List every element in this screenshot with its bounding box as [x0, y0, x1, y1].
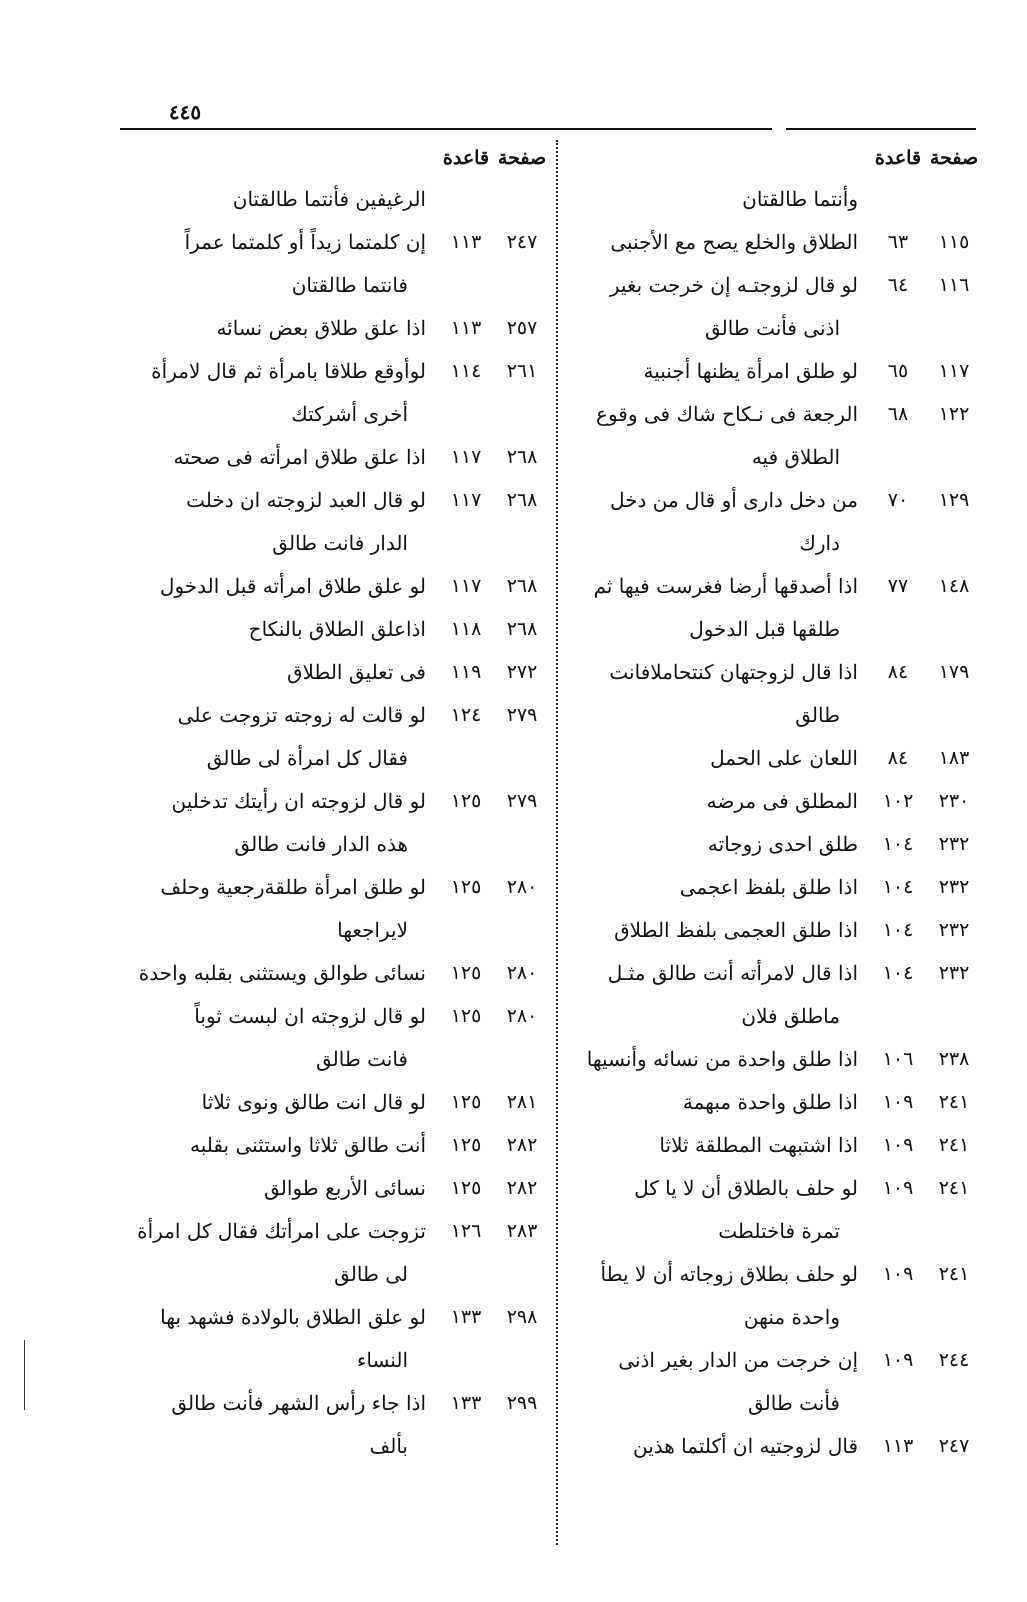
rule-header: قاعدة: [874, 147, 922, 169]
entry-line: المطلق فى مرضه: [706, 789, 858, 813]
entry-line: الطلاق والخلع يصح مع الأجنبى: [610, 230, 858, 254]
entry-rule-number: ١٠٤: [882, 833, 914, 855]
index-column-left: [120, 138, 550, 1468]
entry-text: [120, 565, 438, 608]
entry-line: لو علق طلاق امرأته قبل الدخول: [159, 574, 426, 598]
index-entry: [120, 608, 550, 651]
column-header: [120, 138, 550, 178]
entry-page-number: ٢٤١: [938, 1091, 970, 1113]
index-entry: [562, 221, 982, 264]
entry-text: [562, 737, 870, 780]
entry-continuation-line: أخرى أشركتك: [291, 402, 408, 426]
entry-line: لوأوقع طلاقا بامرأة ثم قال لامرأة: [151, 359, 426, 383]
entry-page-number: ٢٤١: [938, 1263, 970, 1285]
entry-continuation-line: لايراجعها: [337, 918, 408, 942]
entry-line: اذا علق طلاق امرأته فى صحته: [173, 445, 426, 469]
entry-line: من دخل دارى أو قال من دخل: [609, 488, 858, 512]
entry-page-number: ٢٥٧: [506, 317, 538, 339]
entry-rule-number: ١٠٩: [882, 1349, 914, 1371]
index-entry: [562, 264, 982, 350]
entry-rule-number: ١٠٩: [882, 1091, 914, 1113]
entry-continuation-line: لى طالق: [334, 1262, 408, 1286]
index-entry: [562, 350, 982, 393]
entry-rule-number: ٦٥: [887, 360, 909, 382]
entry-page-number: ٢٤٤: [938, 1349, 970, 1371]
entry-text: [562, 178, 870, 221]
index-entry: [120, 952, 550, 995]
entry-continuation-line: ماطلق فلان: [741, 1004, 840, 1028]
entry-rule-number: ١٢٥: [450, 876, 482, 898]
entry-text: [562, 479, 870, 565]
entry-line: اذا طلق العجمى بلفظ الطلاق: [614, 918, 858, 942]
index-entry: [120, 1124, 550, 1167]
entry-page-number: ١٨٣: [938, 747, 970, 769]
entry-line: لو طلق امرأة يظنها أجنبية: [643, 359, 858, 383]
entry-page-number: ٢٧٢: [506, 661, 538, 683]
index-entry: [120, 1210, 550, 1296]
entry-text: [562, 264, 870, 350]
entry-rule-number: ١١٨: [450, 618, 482, 640]
entry-text: [120, 1210, 438, 1296]
entry-page-number: ١٢٢: [938, 403, 970, 425]
entry-page-number: ٢٩٨: [506, 1306, 538, 1328]
entry-page-number: ٢٦٨: [506, 489, 538, 511]
entry-rule-number: ١٢٦: [450, 1220, 482, 1242]
entry-rule-number: ١٠٤: [882, 919, 914, 941]
entry-page-number: ٢٨٣: [506, 1220, 538, 1242]
entry-page-number: ٢٩٩: [506, 1392, 538, 1414]
top-rule-left: [120, 128, 772, 130]
entry-page-number: ٢٤١: [938, 1134, 970, 1156]
column-header: [562, 138, 982, 178]
index-entry: [120, 651, 550, 694]
entry-rule-number: ٦٤: [887, 274, 909, 296]
entry-page-number: ١١٦: [938, 274, 970, 296]
entry-rule-number: ١١٧: [450, 575, 482, 597]
index-entry: [120, 780, 550, 866]
entry-text: [562, 350, 870, 393]
entry-rule-number: ١٢٤: [450, 704, 482, 726]
index-entry: [120, 1167, 550, 1210]
entry-page-number: ٢٦١: [506, 360, 538, 382]
entry-page-number: ١١٧: [938, 360, 970, 382]
entry-page-number: ٢٣٨: [938, 1048, 970, 1070]
entry-text: [120, 952, 438, 995]
entry-line: لو حلف بالطلاق أن لا يا كل: [634, 1176, 858, 1200]
entry-line: نسائى طوالق ويستثنى بقلبه واحدة: [138, 961, 426, 985]
entry-page-number: ٢٣٢: [938, 833, 970, 855]
entry-line: قال لزوجتيه ان أكلتما هذين: [632, 1434, 858, 1458]
entry-line: اذا جاء رأس الشهر فأنت طالق: [171, 1391, 426, 1415]
entry-text: [120, 436, 438, 479]
index-entry: [562, 651, 982, 737]
entry-page-number: ٢٦٨: [506, 575, 538, 597]
entry-rule-number: ١٠٦: [882, 1048, 914, 1070]
entry-page-number: ٢٤١: [938, 1177, 970, 1199]
index-entry: [120, 350, 550, 436]
entry-line: اذاعلق الطلاق بالنكاح: [248, 617, 426, 641]
entry-continuation-line: اذنى فأنت طالق: [704, 316, 840, 340]
entry-page-number: ٢٦٨: [506, 618, 538, 640]
index-entry: [120, 565, 550, 608]
entry-line: اللعان على الحمل: [710, 746, 858, 770]
entry-line: إن خرجت من الدار بغير اذنى: [618, 1348, 858, 1372]
entry-text: [562, 393, 870, 479]
page-header: صفحة: [929, 147, 979, 169]
entry-page-number: ٢٨٠: [506, 876, 538, 898]
entry-text: [120, 1081, 438, 1124]
entry-rule-number: ١٢٥: [450, 1005, 482, 1027]
entry-text: [562, 1167, 870, 1253]
entry-line: اذا أصدقها أرضا فغرست فيها ثم: [593, 574, 858, 598]
index-entry: [562, 866, 982, 909]
entry-text: [562, 651, 870, 737]
entry-continuation-line: طلقها قبل الدخول: [689, 617, 840, 641]
entry-text: [120, 651, 438, 694]
entry-continuation-line: الطلاق فيه: [751, 445, 840, 469]
entry-text: [562, 1253, 870, 1339]
index-entry: [562, 1167, 982, 1253]
entry-line: اذا قال لزوجتهان كنتحاملافانت: [609, 660, 858, 684]
entry-text: [562, 909, 870, 952]
entry-rule-number: ٧٧: [887, 575, 909, 597]
entry-text: [120, 178, 438, 221]
entry-text: [562, 952, 870, 1038]
page-header: صفحة: [497, 147, 547, 169]
index-entry: [120, 1382, 550, 1468]
entry-line: اذا اشتبهت المطلقة ثلاثا: [659, 1133, 858, 1157]
entry-page-number: ٢٦٨: [506, 446, 538, 468]
entry-page-number: ٢٨٠: [506, 962, 538, 984]
entry-rule-number: ١٠٩: [882, 1263, 914, 1285]
index-entry: [120, 436, 550, 479]
entry-rule-number: ١٢٥: [450, 1134, 482, 1156]
index-entry: [562, 1253, 982, 1339]
entry-rule-number: ١١٣: [882, 1435, 914, 1457]
entry-text: [120, 1167, 438, 1210]
entry-continuation-line: النساء: [356, 1348, 408, 1372]
entry-page-number: ٢٣٢: [938, 876, 970, 898]
entry-text: [120, 694, 438, 780]
entry-rule-number: ٧٠: [887, 489, 909, 511]
entry-continuation-line: فانت طالق: [315, 1047, 408, 1071]
entry-text: [562, 1038, 870, 1081]
entry-rule-number: ١١٤: [450, 360, 482, 382]
entry-rule-number: ٦٣: [887, 231, 909, 253]
entry-text: [562, 1081, 870, 1124]
index-entry: [562, 823, 982, 866]
entry-line: نسائى الأربع طوالق: [264, 1176, 426, 1200]
entry-rule-number: ١١٩: [450, 661, 482, 683]
entry-page-number: ٢٧٩: [506, 704, 538, 726]
entries-left: [120, 178, 550, 1468]
entry-rule-number: ٨٤: [887, 747, 909, 769]
index-entry: [120, 479, 550, 565]
entry-rule-number: ١١٣: [450, 317, 482, 339]
index-entry: [120, 221, 550, 307]
entry-text: [120, 608, 438, 651]
index-entry: [120, 694, 550, 780]
entry-line: لو حلف بطلاق زوجاته أن لا يطأ: [600, 1262, 858, 1286]
index-entry: [120, 1081, 550, 1124]
entry-rule-number: ١٠٤: [882, 876, 914, 898]
entry-text: [120, 780, 438, 866]
entry-text: [120, 307, 438, 350]
index-column-right: [562, 138, 982, 1468]
entry-text: [120, 995, 438, 1081]
index-entry: [120, 178, 550, 221]
entry-text: [120, 866, 438, 952]
entry-page-number: ٢٧٩: [506, 790, 538, 812]
entry-rule-number: ١٠٤: [882, 962, 914, 984]
entry-page-number: ٢٤٧: [938, 1435, 970, 1457]
entry-line: اذا علق طلاق بعض نسائه: [216, 316, 426, 340]
entry-continuation-line: بألف: [369, 1434, 408, 1458]
entry-rule-number: ١٣٣: [450, 1392, 482, 1414]
entry-text: [120, 1296, 438, 1382]
index-entry: [562, 737, 982, 780]
entry-page-number: ١٧٩: [938, 661, 970, 683]
index-entry: [562, 178, 982, 221]
entry-continuation-line: فقال كل امرأة لى طالق: [206, 746, 408, 770]
entry-text: [120, 1382, 438, 1468]
entry-page-number: ١٤٨: [938, 575, 970, 597]
index-entry: [562, 952, 982, 1038]
entry-rule-number: ١١٧: [450, 446, 482, 468]
index-entry: [562, 1339, 982, 1425]
entry-text: [562, 221, 870, 264]
entries-right: [562, 178, 982, 1468]
entry-page-number: ٢٤٧: [506, 231, 538, 253]
entry-page-number: ١١٥: [938, 231, 970, 253]
entry-line: لو قال لزوجتـه إن خرجت بغير: [609, 273, 858, 297]
entry-page-number: ٢٣٢: [938, 919, 970, 941]
entry-rule-number: ١٠٩: [882, 1177, 914, 1199]
entry-text: [120, 479, 438, 565]
entry-page-number: ٢٣٠: [938, 790, 970, 812]
entry-line: أنت طالق ثلاثا واستثنى بقلبه: [190, 1133, 426, 1157]
entry-continuation-line: فانتما طالقتان: [291, 273, 408, 297]
entry-rule-number: ١٢٥: [450, 790, 482, 812]
entry-line: فى تعليق الطلاق: [286, 660, 426, 684]
entry-rule-number: ١٢٥: [450, 962, 482, 984]
entry-rule-number: ١١٧: [450, 489, 482, 511]
entry-text: [562, 866, 870, 909]
entry-text: [562, 1425, 870, 1468]
entry-line: لو قال لزوجته ان لبست ثوباً: [194, 1004, 426, 1028]
entry-rule-number: ١٢٥: [450, 1177, 482, 1199]
margin-mark: [24, 1340, 25, 1410]
entry-text: [562, 780, 870, 823]
entry-rule-number: ١٠٢: [882, 790, 914, 812]
index-entry: [562, 479, 982, 565]
entry-line: الرغيفين فأنتما طالقتان: [232, 187, 426, 211]
entry-line: اذا طلق بلفظ اعجمى: [679, 875, 858, 899]
index-entry: [562, 1425, 982, 1468]
column-divider: [556, 140, 558, 1545]
index-entry: [562, 1038, 982, 1081]
rule-header: قاعدة: [442, 147, 490, 169]
entry-line: الرجعة فى نـكاح شاك فى وقوع: [596, 402, 858, 426]
index-entry: [562, 1124, 982, 1167]
entry-line: اذا طلق واحدة من نسائه وأنسيها: [586, 1047, 858, 1071]
entry-line: لو طلق امرأة طلقةرجعية وحلف: [160, 875, 426, 899]
entry-text: [562, 1339, 870, 1425]
entry-line: إن كلمتما زيداً أو كلمتما عمراً: [184, 230, 426, 254]
index-entry: [562, 909, 982, 952]
entry-rule-number: ٦٨: [887, 403, 909, 425]
entry-line: وأنتما طالقتان: [742, 187, 858, 211]
entry-line: تزوجت على امرأتك فقال كل امرأة: [137, 1219, 426, 1243]
top-rule-right: [786, 128, 976, 130]
entry-text: [120, 221, 438, 307]
entry-continuation-line: فأنت طالق: [747, 1391, 840, 1415]
entry-page-number: ٢٨١: [506, 1091, 538, 1113]
entry-page-number: ٢٨٢: [506, 1177, 538, 1199]
entry-continuation-line: واحدة منهن: [743, 1305, 840, 1329]
entry-text: [562, 565, 870, 651]
entry-rule-number: ١٣٣: [450, 1306, 482, 1328]
entry-text: [120, 1124, 438, 1167]
entry-rule-number: ٨٤: [887, 661, 909, 683]
entry-text: [120, 350, 438, 436]
entry-continuation-line: دارك: [799, 531, 840, 555]
entry-line: اذا طلق واحدة مبهمة: [682, 1090, 858, 1114]
index-entry: [562, 565, 982, 651]
index-entry: [562, 393, 982, 479]
entry-page-number: ٢٣٢: [938, 962, 970, 984]
entry-page-number: ١٢٩: [938, 489, 970, 511]
entry-line: لو علق الطلاق بالولادة فشهد بها: [160, 1305, 426, 1329]
entry-continuation-line: هذه الدار فانت طالق: [234, 832, 408, 856]
entry-text: [562, 823, 870, 866]
entry-line: طلق احدى زوجاته: [707, 832, 858, 856]
index-entry: [562, 1081, 982, 1124]
entry-line: لو قال انت طالق ونوى ثلاثا: [201, 1090, 426, 1114]
entry-line: لو قال العبد لزوجته ان دخلت: [186, 488, 426, 512]
index-entry: [562, 780, 982, 823]
page-number: ٤٤٥: [168, 100, 202, 124]
entry-page-number: ٢٨٠: [506, 1005, 538, 1027]
entry-text: [562, 1124, 870, 1167]
entry-line: لو قالت له زوجته تزوجت على: [177, 703, 426, 727]
entry-continuation-line: طالق: [795, 703, 840, 727]
entry-rule-number: ١٠٩: [882, 1134, 914, 1156]
index-entry: [120, 995, 550, 1081]
index-entry: [120, 866, 550, 952]
index-entry: [120, 1296, 550, 1382]
entry-rule-number: ١١٣: [450, 231, 482, 253]
index-entry: [120, 307, 550, 350]
entry-line: اذا قال لامرأته أنت طالق مثـل: [607, 961, 858, 985]
entry-line: لو قال لزوجته ان رأيتك تدخلين: [171, 789, 426, 813]
entry-continuation-line: الدار فانت طالق: [272, 531, 408, 555]
entry-rule-number: ١٢٥: [450, 1091, 482, 1113]
entry-page-number: ٢٨٢: [506, 1134, 538, 1156]
entry-continuation-line: تمرة فاختلطت: [718, 1219, 840, 1243]
